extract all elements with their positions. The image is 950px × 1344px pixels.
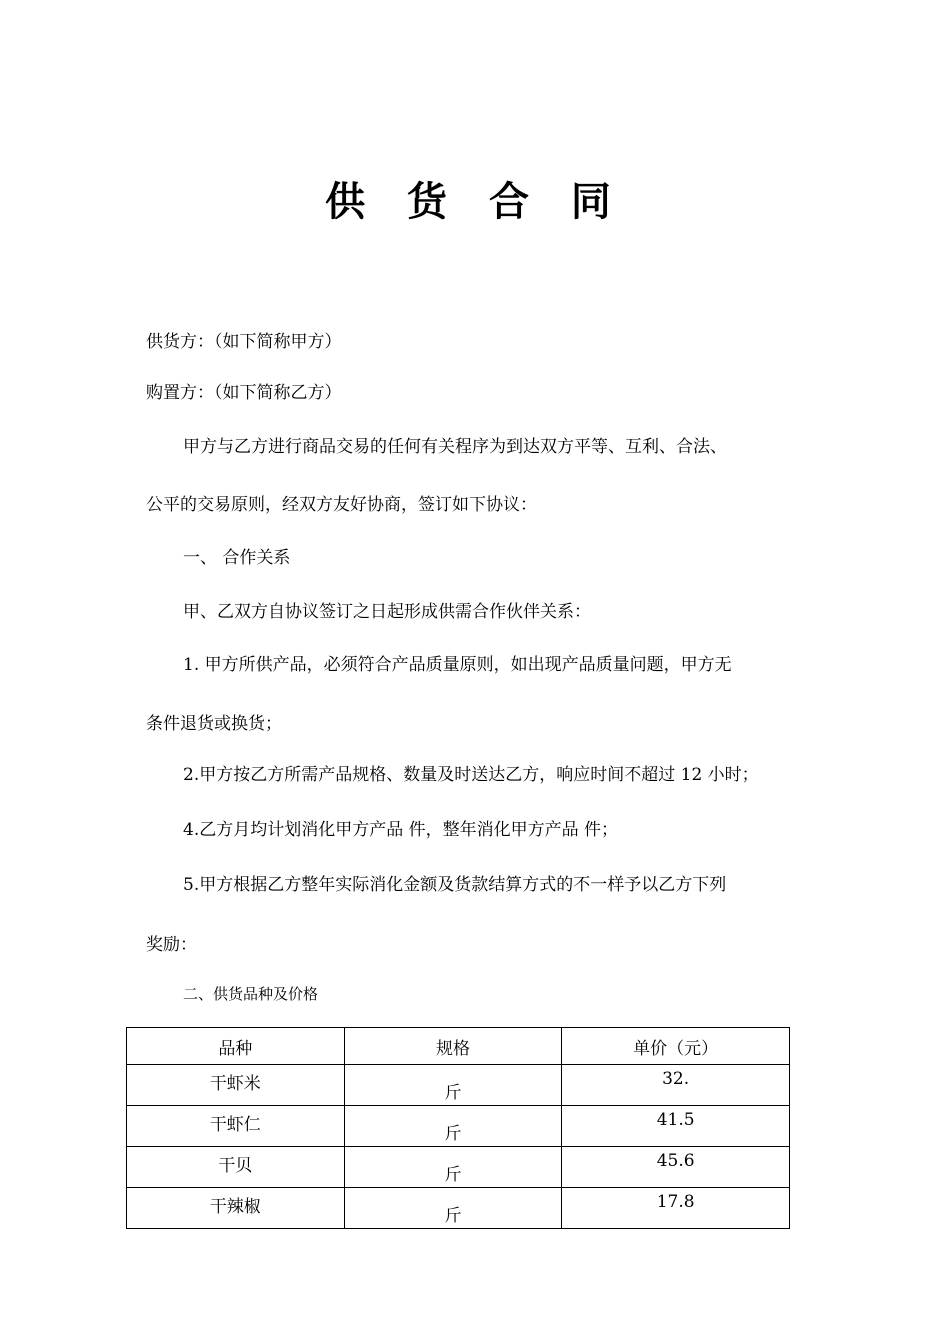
table-row <box>127 1065 790 1106</box>
price-table <box>126 1027 790 1229</box>
table-row <box>127 1188 790 1229</box>
section1-intro: 甲、乙双方自协议签订之日起形成供需合作伙伴关系： <box>183 602 591 622</box>
cell-price: 17.8 <box>562 1188 790 1229</box>
item1-line-2: 条件退货或换货； <box>146 714 282 734</box>
section1-heading: 一、 合作关系 <box>183 548 291 568</box>
table-row <box>127 1106 790 1147</box>
item5-line-2: 奖励： <box>146 935 197 955</box>
item2: 2.甲方按乙方所需产品规格、数量及时送达乙方，响应时间不超过 12 小时； <box>183 765 759 785</box>
cell-spec: 斤 <box>344 1147 562 1188</box>
page-title: 供 货 合 同 <box>325 179 625 225</box>
cell-variety: 干辣椒 <box>127 1188 345 1229</box>
cell-variety: 干虾米 <box>127 1065 345 1106</box>
section2-heading: 二、供货品种及价格 <box>183 985 319 1003</box>
intro-line-2: 公平的交易原则，经双方友好协商，签订如下协议： <box>146 495 537 515</box>
intro-line-1: 甲方与乙方进行商品交易的任何有关程序为到达双方平等、互利、合法、 <box>183 437 727 457</box>
cell-spec: 斤 <box>344 1106 562 1147</box>
header-price: 单价（元） <box>562 1028 790 1065</box>
header-spec: 规格 <box>344 1028 562 1065</box>
cell-price: 32. <box>562 1065 790 1106</box>
buyer-line: 购置方：（如下简称乙方） <box>146 383 342 403</box>
item4: 4.乙方月均计划消化甲方产品 件，整年消化甲方产品 件； <box>183 820 619 840</box>
supplier-line: 供货方：（如下简称甲方） <box>146 332 342 352</box>
cell-variety: 干虾仁 <box>127 1106 345 1147</box>
cell-spec: 斤 <box>344 1188 562 1229</box>
item5-line-1: 5.甲方根据乙方整年实际消化金额及货款结算方式的不一样予以乙方下列 <box>183 875 727 895</box>
table-header-row <box>127 1028 790 1065</box>
cell-price: 41.5 <box>562 1106 790 1147</box>
cell-spec: 斤 <box>344 1065 562 1106</box>
cell-price: 45.6 <box>562 1147 790 1188</box>
item1-line-1: 1. 甲方所供产品，必须符合产品质量原则，如出现产品质量问题，甲方无 <box>183 655 732 675</box>
header-variety: 品种 <box>127 1028 345 1065</box>
cell-variety: 干贝 <box>127 1147 345 1188</box>
table-row <box>127 1147 790 1188</box>
